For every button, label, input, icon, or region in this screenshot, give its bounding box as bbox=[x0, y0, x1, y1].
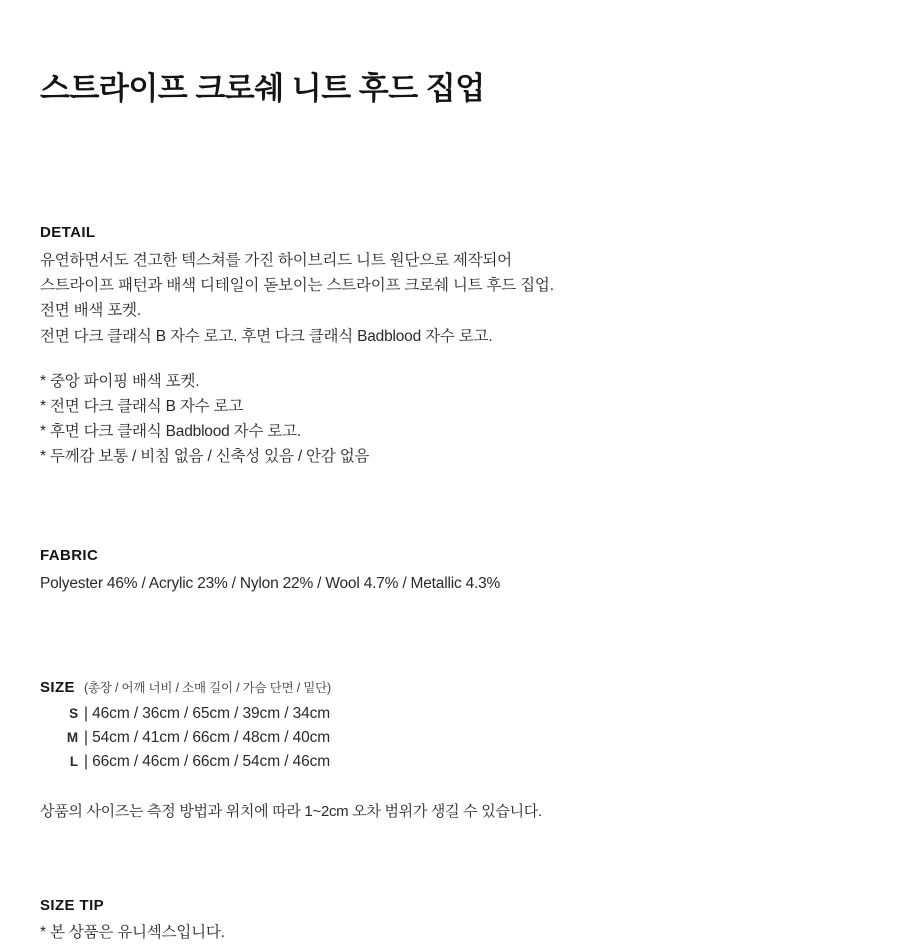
size-row-label: S bbox=[69, 706, 78, 722]
detail-paragraph-line: 전면 배색 포켓. bbox=[40, 302, 141, 320]
table-row bbox=[58, 702, 860, 726]
size-row-values: | 54cm / 41cm / 66cm / 48cm / 40cm bbox=[84, 729, 331, 747]
size-section bbox=[40, 678, 860, 821]
detail-section bbox=[40, 224, 860, 469]
size-row-label: L bbox=[69, 754, 78, 770]
detail-bullet-item: * 후면 다크 클래식 Badblood 자수 로고. bbox=[40, 422, 301, 440]
detail-paragraph-line: 전면 다크 클래식 B 자수 로고. 후면 다크 클래식 Badblood 자수 로고. bbox=[40, 327, 493, 345]
size-columns-legend: (총장 / 어깨 너비 / 소매 길이 / 가슴 단면 / 밑단) bbox=[83, 681, 331, 696]
table-row bbox=[58, 750, 860, 774]
size-tip-heading: SIZE TIP bbox=[40, 897, 105, 915]
table-row bbox=[58, 726, 860, 750]
size-measurement-note: 상품의 사이즈는 측정 방법과 위치에 따라 1~2cm 오차 범위가 생길 수 있습니다. bbox=[40, 803, 542, 821]
detail-bullet-list bbox=[40, 369, 860, 469]
detail-heading: DETAIL bbox=[40, 224, 96, 242]
fabric-composition: Polyester 46% / Acrylic 23% / Nylon 22% / Wool 4.7% / Metallic 4.3% bbox=[40, 575, 501, 593]
size-row-values: | 46cm / 36cm / 65cm / 39cm / 34cm bbox=[84, 705, 331, 723]
size-row-values: | 66cm / 46cm / 66cm / 54cm / 46cm bbox=[84, 753, 331, 771]
detail-bullet-item: * 중앙 파이핑 배색 포켓. bbox=[40, 372, 200, 390]
detail-paragraph-line: 스트라이프 패턴과 배색 디테일이 돋보이는 스트라이프 크로쉐 니트 후드 집업. bbox=[40, 277, 554, 295]
size-table bbox=[58, 702, 860, 774]
size-heading-row bbox=[40, 678, 860, 696]
fabric-heading: FABRIC bbox=[40, 547, 99, 565]
detail-bullet-item: * 전면 다크 클래식 B 자수 로고 bbox=[40, 397, 244, 415]
fabric-section bbox=[40, 547, 860, 596]
size-heading: SIZE bbox=[40, 679, 75, 697]
detail-bullet-item: * 두께감 보통 / 비침 없음 / 신축성 있음 / 안감 없음 bbox=[40, 447, 370, 465]
size-row-label: M bbox=[66, 730, 78, 746]
size-tip-line: * 본 상품은 유니섹스입니다. bbox=[40, 924, 225, 942]
page-title: 스트라이프 크로쉐 니트 후드 집업 bbox=[40, 71, 485, 106]
detail-paragraph-line: 유연하면서도 견고한 텍스쳐를 가진 하이브리드 니트 원단으로 제작되어 bbox=[40, 252, 512, 270]
